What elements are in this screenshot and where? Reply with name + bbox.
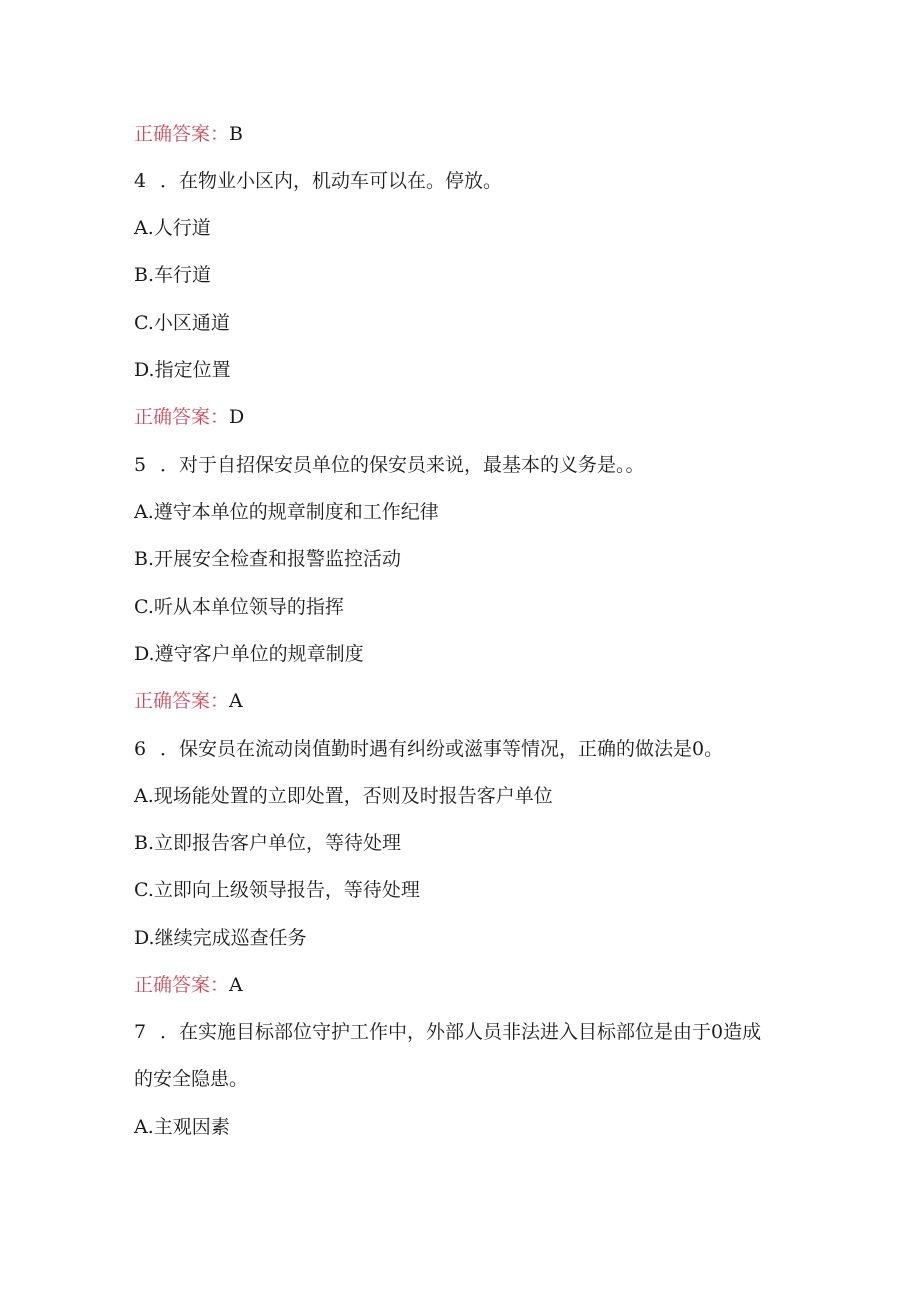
question-number: 4 (134, 170, 147, 192)
option-q4-a: A.人行道 (134, 217, 211, 239)
question-stem-q4 (134, 169, 502, 193)
option-q7-a: A.主观因素 (134, 1116, 230, 1138)
question-text: ．保安员在流动岗值勤时遇有纠纷或滋事等情况，正确的做法是0。 (160, 738, 724, 760)
question-stem-q7-continued: 的安全隐患。 (134, 1068, 249, 1090)
option-q5-b: B.开展安全检查和报警监控活动 (134, 548, 402, 570)
answer-prefix: 正确答案： (134, 690, 230, 712)
option-q4-b: B.车行道 (134, 264, 212, 286)
answer-prefix: 正确答案： (134, 406, 230, 428)
answer-line-q5 (134, 689, 243, 713)
option-q5-d: D.遵守客户单位的规章制度 (134, 643, 364, 665)
question-stem-q5 (134, 453, 645, 477)
answer-value: A (229, 974, 243, 996)
option-q6-a: A.现场能处置的立即处置，否则及时报告客户单位 (134, 785, 553, 807)
answer-value: D (229, 406, 245, 428)
answer-value: B (229, 123, 243, 145)
option-q6-b: B.立即报告客户单位，等待处理 (134, 832, 402, 854)
answer-prefix: 正确答案： (134, 974, 230, 996)
option-q5-c: C.听从本单位领导的指挥 (134, 596, 344, 618)
question-stem-q7 (134, 1020, 761, 1044)
answer-line-q4 (134, 405, 244, 429)
question-number: 5 (134, 454, 147, 476)
question-text: ．在物业小区内，机动车可以在。停放。 (160, 170, 503, 192)
question-number: 7 (134, 1021, 147, 1043)
option-q4-d: D.指定位置 (134, 359, 231, 381)
option-q6-d: D.继续完成巡查任务 (134, 927, 307, 949)
question-text: ．在实施目标部位守护工作中，外部人员非法进入目标部位是由于0造成 (160, 1021, 762, 1043)
answer-line-q3 (134, 122, 243, 146)
question-text: ．对于自招保安员单位的保安员来说，最基本的义务是。。 (160, 454, 645, 476)
answer-line-q6 (134, 973, 243, 997)
option-q5-a: A.遵守本单位的规章制度和工作纪律 (134, 501, 439, 523)
option-q4-c: C.小区通道 (134, 312, 230, 334)
question-number: 6 (134, 738, 147, 760)
answer-prefix: 正确答案： (134, 123, 230, 145)
question-stem-q6 (134, 737, 723, 761)
answer-value: A (229, 690, 243, 712)
option-q6-c: C.立即向上级领导报告，等待处理 (134, 879, 420, 901)
